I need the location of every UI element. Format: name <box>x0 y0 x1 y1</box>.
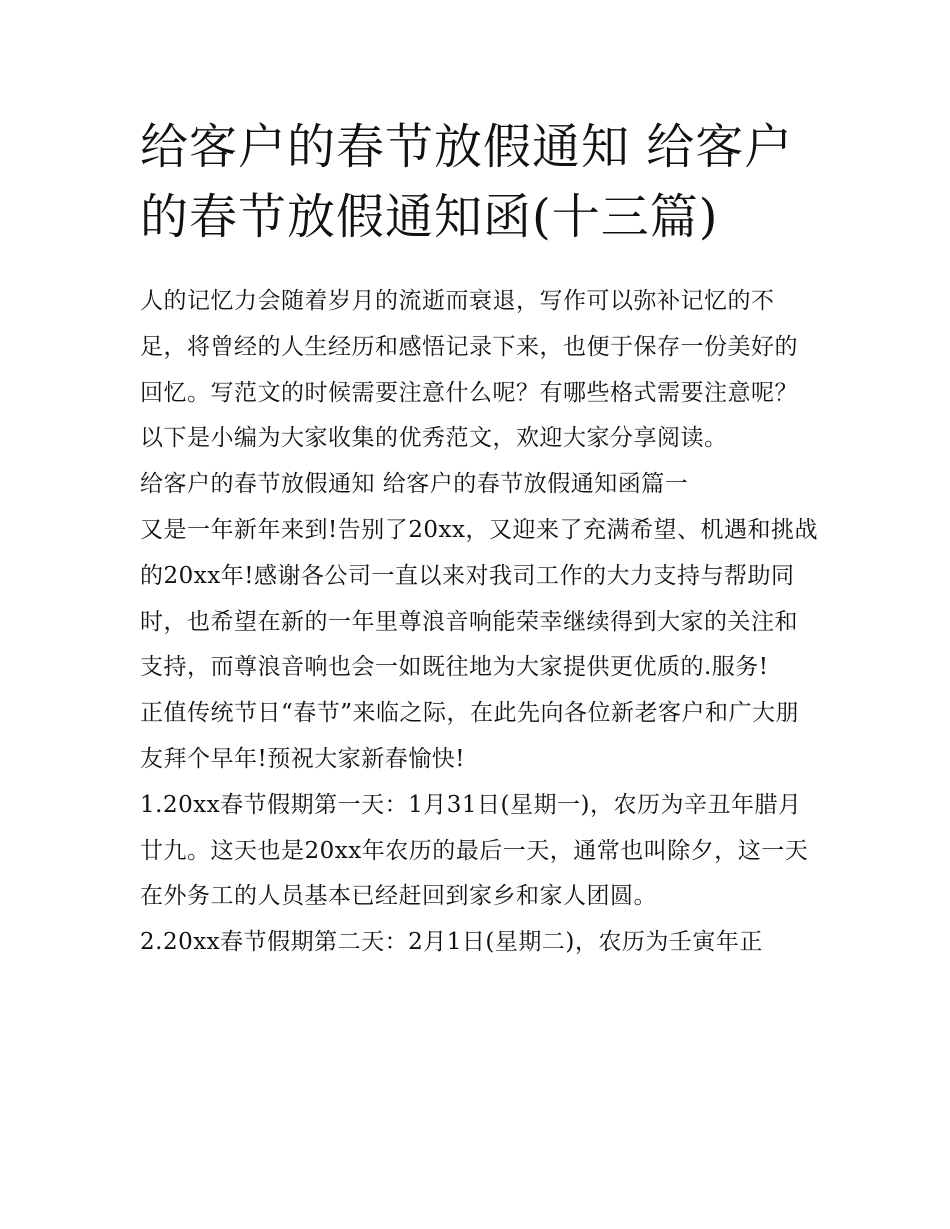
document-title: 给客户的春节放假通知 给客户的春节放假通知函(十三篇) <box>140 119 794 245</box>
intro-paragraph: 人的记忆力会随着岁月的流逝而衰退，写作可以弥补记忆的不足，将曾经的人生经历和感悟记录下来，也便于保存一份美好的回忆。写范文的时候需要注意什么呢？有哪些格式需要注意呢？以下是小编为大家收集的优秀范文，欢迎大家分享阅读。 <box>140 288 798 452</box>
list-item: 2.20xx春节假期第二天：2月1日(星期二)，农历为壬寅年正 <box>140 929 763 956</box>
section-heading: 给客户的春节放假通知 给客户的春节放假通知函篇一 <box>140 471 689 498</box>
body-paragraph: 正值传统节日“春节”来临之际，在此先向各位新老客户和广大朋友拜个早年!预祝大家新春愉快! <box>140 700 800 772</box>
document-body <box>140 279 820 966</box>
list-item: 1.20xx春节假期第一天：1月31日(星期一)，农历为辛丑年腊月廿九。这天也是20xx年农历的最后一天，通常也叫除夕，这一天在外务工的人员基本已经赶回到家乡和家人团圆。 <box>140 791 809 910</box>
body-paragraph: 又是一年新年来到!告别了20xx，又迎来了充满希望、机遇和挑战的20xx年!感谢各公司一直以来对我司工作的大力支持与帮助同时，也希望在新的一年里尊浪音响能荣幸继续得到大家的关注和支持，而尊浪音响也会一如既往地为大家提供更优质的.服务! <box>140 516 818 681</box>
